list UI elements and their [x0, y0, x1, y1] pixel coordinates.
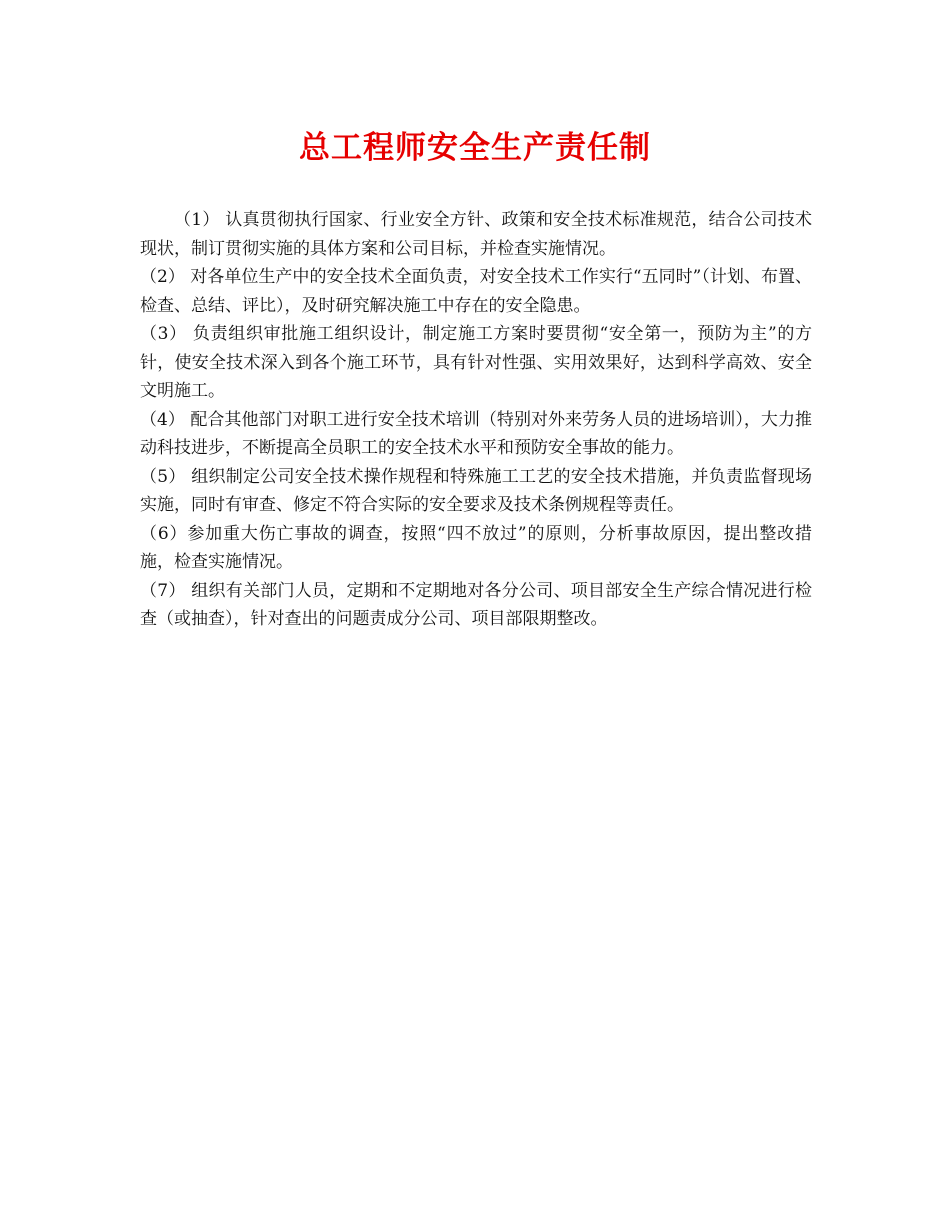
document-body — [140, 206, 812, 634]
paragraph-7: （7） 组织有关部门人员，定期和不定期地对各分公司、项目部安全生产综合情况进行检查（或抽查），针对查出的问题责成分公司、项目部限期整改。 — [140, 580, 812, 629]
document-title: 总工程师安全生产责任制 — [299, 130, 651, 166]
paragraph-1: （1） 认真贯彻执行国家、行业安全方针、政策和安全技术标准规范，结合公司技术现状，制订贯彻实施的具体方案和公司目标，并检查实施情况。 — [140, 210, 812, 259]
paragraph-6: （6）参加重大伤亡事故的调查，按照“四不放过”的原则，分析事故原因，提出整改措施，检查实施情况。 — [140, 523, 812, 572]
paragraph-3: （3） 负责组织审批施工组织设计，制定施工方案时要贯彻“安全第一，预防为主”的方针，使安全技术深入到各个施工环节，具有针对性强、实用效果好，达到科学高效、安全文明施工。 — [140, 324, 812, 401]
paragraph-4: （4） 配合其他部门对职工进行安全技术培训（特别对外来劳务人员的进场培训），大力推动科技进步，不断提高全员职工的安全技术水平和预防安全事故的能力。 — [140, 409, 812, 458]
paragraph-5: （5） 组织制定公司安全技术操作规程和特殊施工工艺的安全技术措施，并负责监督现场实施，同时有审查、修定不符合实际的安全要求及技术条例规程等责任。 — [140, 466, 812, 515]
paragraph-2: （2） 对各单位生产中的安全技术全面负责，对安全技术工作实行“五同时”（计划、布置、检查、总结、评比），及时研究解决施工中存在的安全隐患。 — [140, 267, 812, 316]
